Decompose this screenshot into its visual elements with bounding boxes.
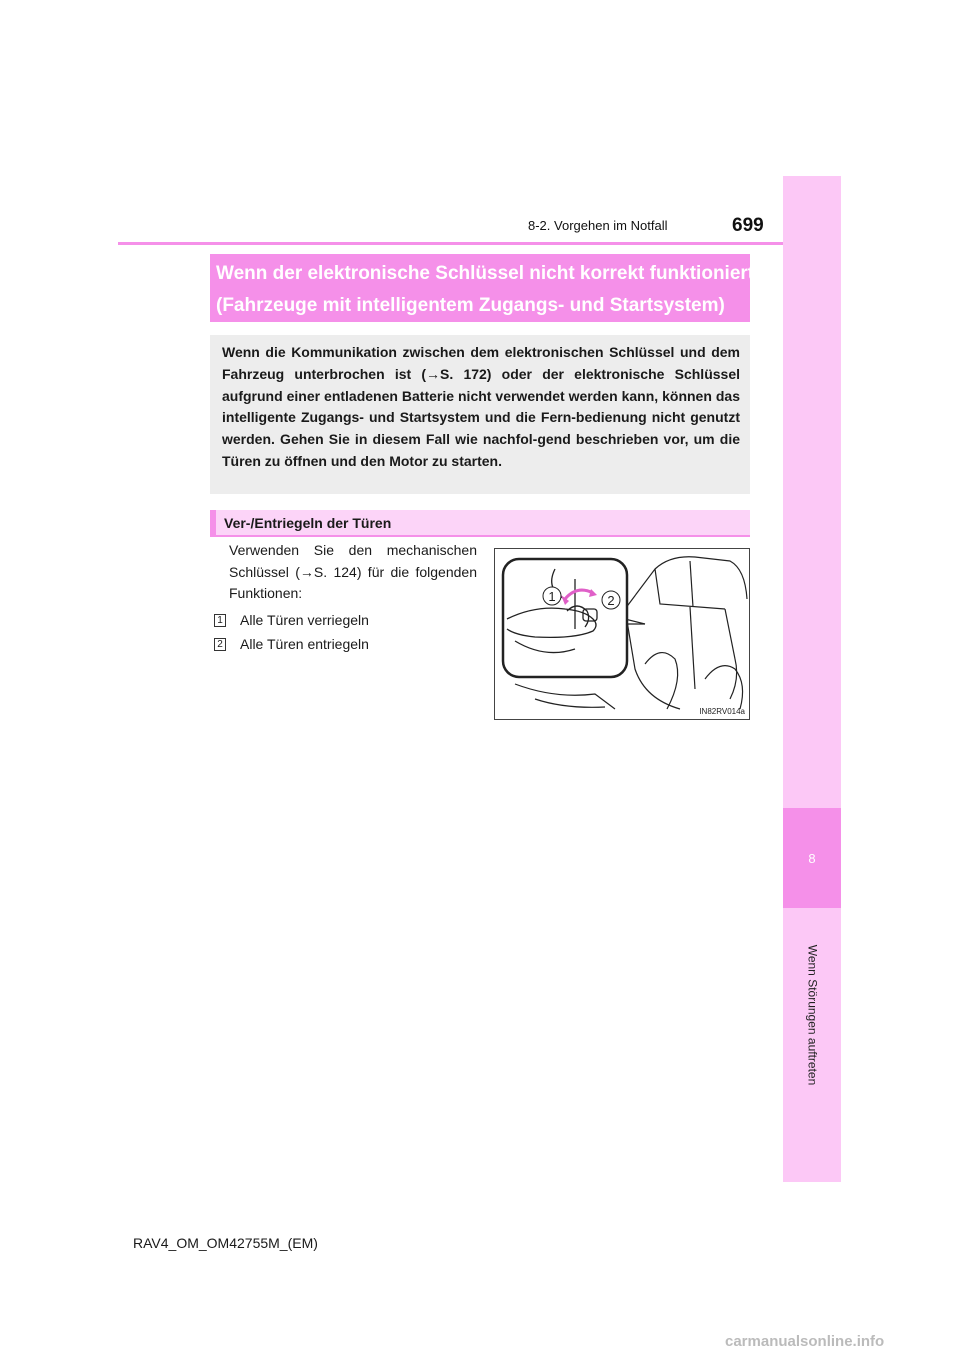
subsection-heading: Ver-/Entriegeln der Türen [210,510,750,537]
car-door-drawing [495,549,749,719]
heading-banner [210,254,755,322]
step-number-box: 1 [214,614,226,627]
intro-text: Wenn die Kommunikation zwischen dem elektronischen Schlüssel und dem Fahrzeug unterbrochen ist (→S. 172) oder der elektronische Schlüssel aufgrund einer entladenen Batterie nicht verwendet werden kann, können das intelligente Zugangs- und Startsystem und die Fern-bedienung nicht genutzt werden. Gehen Sie in diesem Fall wie nachfol-gend beschrieben vor, um die Türen zu öffnen und den Motor zu starten. [222,344,740,469]
header-divider [118,242,783,245]
chapter-number: 8 [808,850,816,866]
figure-code: IN82RV014a [699,707,745,716]
list-item [214,612,369,628]
page-number: 699 [732,215,764,236]
chapter-number-tab [783,808,841,908]
footer-doc-id: RAV4_OM_OM42755M_(EM) [133,1235,318,1251]
heading-line-2: (Fahrzeuge mit intelligentem Zugangs- und Startsystem) [216,295,725,316]
chapter-title-vertical: Wenn Störungen auftreten [805,944,820,1086]
watermark: carmanualsonline.info [725,1333,885,1350]
list-item-text: Alle Türen entriegeln [240,636,369,652]
list-item [214,636,369,652]
list-item-text: Alle Türen verriegeln [240,612,369,628]
step-number-box: 2 [214,638,226,651]
section-title: 8-2. Vorgehen im Notfall [528,218,668,233]
door-lock-illustration [494,548,750,720]
callout-1: 1 [548,589,556,604]
subsection-accent-bar [210,510,216,535]
heading-line-1: Wenn der elektronische Schlüssel nicht korrekt funktioniert [216,263,755,284]
body-text: Verwenden Sie den mechanischen Schlüssel (→S. 124) für die folgenden Funktionen: [229,542,477,601]
callout-2: 2 [607,593,615,608]
